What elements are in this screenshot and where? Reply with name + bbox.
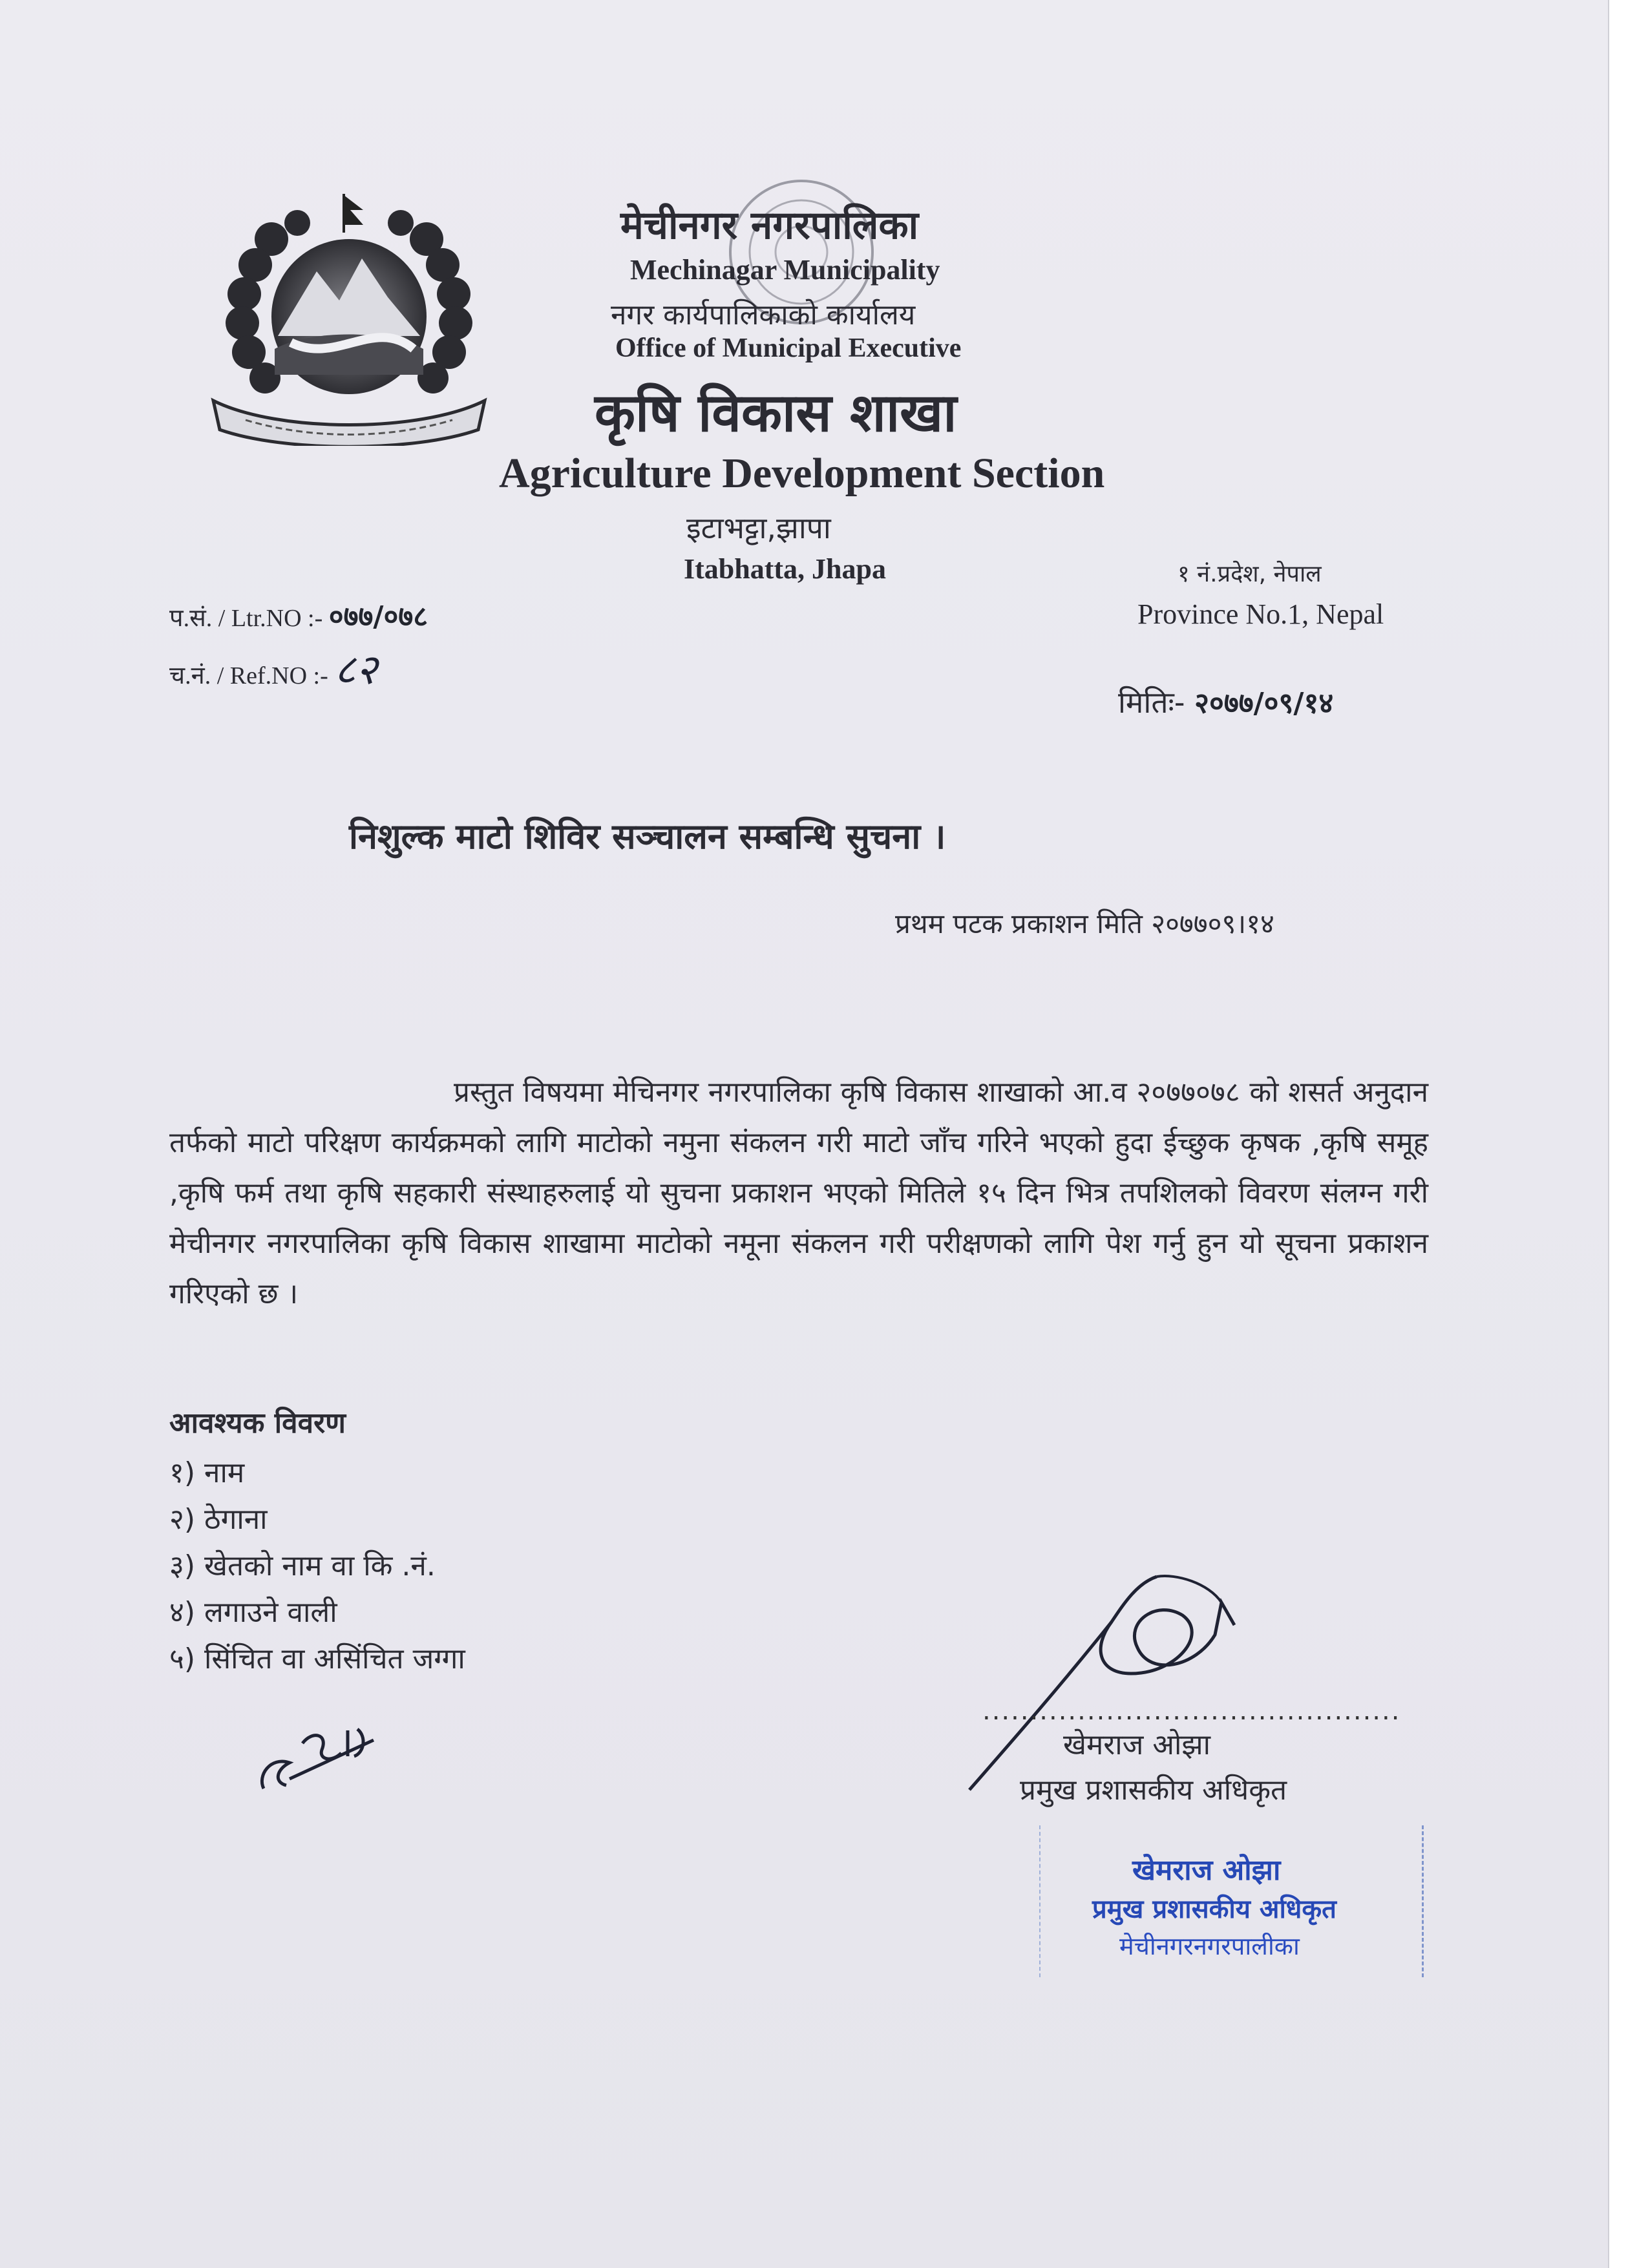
list-item: २) ठेगाना [169,1503,268,1536]
stamp-title: प्रमुख प्रशासकीय अधिकृत [1092,1895,1336,1924]
list-item: ३) खेतको नाम वा कि .नं. [169,1549,436,1582]
stamp-organization: मेचीनगरनगरपालीका [1119,1932,1300,1960]
letter-number-value: ०७७/०७८ [328,600,428,633]
office-name-en: Office of Municipal Executive [615,333,962,363]
date-label: मितिः- [1118,685,1185,720]
reference-number-row [169,640,377,696]
list-item: १) नाम [169,1456,245,1489]
signatory-title: प्रमुख प्रशासकीय अधिकृत [1020,1774,1287,1807]
place-en: Itabhatta, Jhapa [684,553,886,585]
municipality-name-np: मेचीनगर नगरपालिका [620,203,919,248]
list-item: ४) लगाउने वाली [169,1596,337,1629]
reference-number-value: ८२ [334,646,377,694]
nepal-emblem-icon [194,187,504,446]
municipality-name-en: Mechinagar Municipality [630,254,940,286]
list-item: ५) सिंचित वा असिंचित जग्गा [169,1643,465,1675]
signatory-name: खेमराज ओझा [1063,1728,1211,1761]
letter-number-label: प.सं. / Ltr.NO :- [169,605,323,632]
section-name-en: Agriculture Development Section [499,450,1105,497]
first-publication-date: प्रथम पटक प्रकाशन मिति २०७७०९।१४ [895,908,1274,940]
handwritten-initials [251,1717,386,1801]
province-np: १ नं.प्रदेश, नेपाल [1178,561,1322,587]
letter-number-row [169,596,428,635]
province-en: Province No.1, Nepal [1137,598,1384,630]
date-row [1118,682,1333,722]
date-value: २०७७/०९/१४ [1194,687,1334,720]
scan-margin [1609,0,1648,2268]
stamp-name: खेमराज ओझा [1132,1854,1281,1887]
place-np: इटाभट्टा,झापा [686,510,831,545]
section-name-np: कृषि विकास शाखा [595,383,957,444]
notice-subject: निशुल्क माटो शिविर सञ्चालन सम्बन्धि सुचना । [349,816,946,857]
requirements-list [169,1450,465,1683]
signature-line: ............................................ [982,1696,1401,1726]
requirements-heading: आवश्यक विवरण [169,1407,346,1440]
notice-body: प्रस्तुत विषयमा मेचिनगर नगरपालिका कृषि विकास शाखाको आ.व २०७७०७८ को शसर्त अनुदान तर्फको माटो परिक्षण कार्यक्रमको लागि माटोको नमुना संकलन गरी माटो जाँच गरिने भएको हुदा ईच्छुक कृषक ,कृषि समूह ,कृषि फर्म तथा कृषि सहकारी संस्थाहरुलाई यो सुचना प्रकाशन भएको मितिले १५ दिन भित्र तपशिलको विवरण संलग्न गरी मेचीनगर नगरपालिका कृषि विकास शाखामा माटोको नमूना संकलन गरी परीक्षणको लागि पेश गर्नु हुन यो सूचना प्रकाशन गरिएको छ । [169,1076,1428,1310]
office-name-np: नगर कार्यपालिकाको कार्यालय [611,299,916,331]
reference-number-label: च.नं. / Ref.NO :- [169,662,328,689]
